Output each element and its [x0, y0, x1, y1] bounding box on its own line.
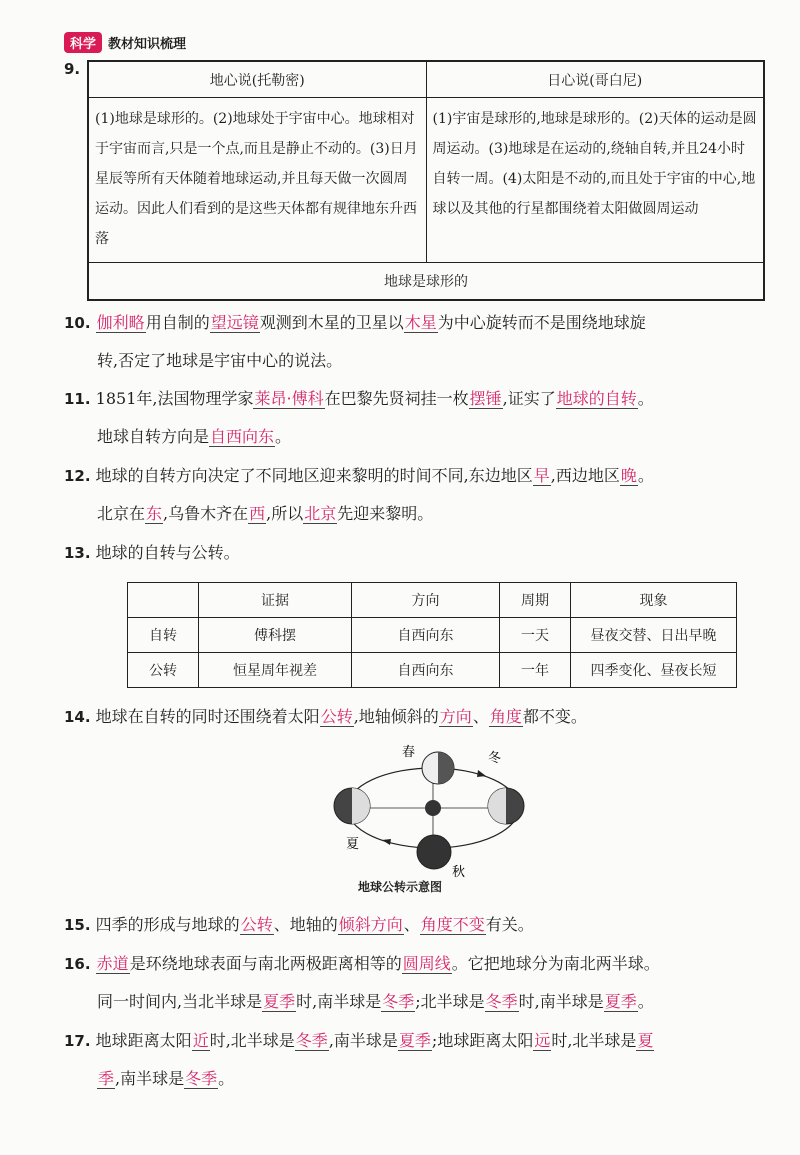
table-header: 日心说(哥白尼) [426, 61, 764, 98]
text-fragment: 、 [472, 707, 489, 726]
table-cell: 昼夜交替、日出早晚 [571, 618, 737, 653]
question-line [97, 348, 342, 371]
question-number: 17. [64, 1032, 91, 1050]
question-line [97, 989, 654, 1012]
table-header [128, 583, 199, 618]
table-cell: 自西向东 [352, 618, 500, 653]
answer-blank: 西 [249, 504, 266, 523]
question-line [64, 704, 587, 727]
text-fragment: ,所以 [266, 504, 304, 523]
question-line [64, 951, 660, 974]
text-fragment: 先迎来黎明。 [337, 504, 434, 523]
answer-blank: 摆锤 [469, 389, 502, 408]
answer-blank: 夏季 [604, 992, 637, 1011]
text-fragment: ,西边地区 [550, 466, 620, 485]
question-number: 9. [64, 60, 81, 78]
diagram-caption: 地球公转示意图 [357, 880, 442, 894]
question-line [64, 540, 240, 563]
question-number: 15. [64, 916, 91, 934]
question-number: 13. [64, 544, 91, 562]
season-label-winter: 冬 [488, 751, 502, 766]
question-number: 16. [64, 955, 91, 973]
text-fragment: ,地轴倾斜的 [353, 707, 439, 726]
text-fragment: 有关。 [485, 915, 534, 934]
table-header: 方向 [352, 583, 500, 618]
answer-blank: 公转 [240, 915, 273, 934]
answer-blank: 赤道 [96, 954, 129, 973]
table-cell: 恒星周年视差 [199, 653, 352, 688]
question-line [97, 1066, 234, 1089]
answer-blank: 伽利略 [96, 313, 145, 332]
answer-blank: 北京 [304, 504, 337, 523]
text-fragment: 。 [218, 1069, 235, 1088]
table-cell: 一天 [500, 618, 571, 653]
text-fragment: 时,北半球是 [209, 1031, 295, 1050]
text-fragment: 四季的形成与地球的 [95, 915, 240, 934]
text-fragment: 观测到木星的卫星以 [259, 313, 404, 332]
text-fragment: 都不变。 [522, 707, 587, 726]
text-fragment: 地球在自转的同时还围绕着太阳 [95, 707, 320, 726]
answer-blank: 莱昂·傅科 [254, 389, 324, 408]
table-cell: 一年 [500, 653, 571, 688]
answer-blank: 角度不变 [420, 915, 485, 934]
question-line [97, 424, 291, 447]
answer-blank: 地球的自转 [556, 389, 637, 408]
table-cell: 自转 [128, 618, 199, 653]
text-fragment: 地球的自转方向决定了不同地区迎来黎明的时间不同,东边地区 [95, 466, 533, 485]
text-fragment: 地球距离太阳 [95, 1031, 192, 1050]
table-cell: 自西向东 [352, 653, 500, 688]
answer-blank: 冬季 [485, 992, 518, 1011]
text-fragment: 。 [637, 992, 654, 1011]
text-fragment: ,南半球是 [328, 1031, 398, 1050]
answer-blank: 早 [533, 466, 550, 485]
answer-blank: 木星 [404, 313, 437, 332]
question-line [64, 310, 646, 333]
text-fragment: 时,南半球是 [518, 992, 604, 1011]
text-fragment: 。 [637, 389, 654, 408]
season-label-autumn: 秋 [452, 865, 466, 880]
answer-blank: 季 [98, 1069, 115, 1088]
table-header: 周期 [500, 583, 571, 618]
text-fragment: 地球自转方向是 [97, 427, 210, 446]
earth-orbit-diagram [330, 740, 530, 880]
text-fragment: 北京在 [97, 504, 146, 523]
text-fragment: 1851年,法国物理学家 [95, 389, 254, 408]
section-title: 教材知识梳理 [108, 36, 187, 52]
table-cell: (1)宇宙是球形的,地球是球形的。(2)天体的运动是圆周运动。(3)地球是在运动的,绕轴自转,并且24小时自转一周。(4)太阳是不动的,而且处于宇宙的中心,地球以及其他的行星都围绕着太阳做圆周运动 [426, 98, 764, 263]
text-fragment: 是环绕地球表面与南北两极距离相等的 [129, 954, 402, 973]
question-line [97, 501, 433, 524]
text-fragment: 同一时间内,当北半球是 [97, 992, 263, 1011]
table-header: 现象 [571, 583, 737, 618]
question-line [64, 463, 654, 486]
answer-blank: 远 [534, 1031, 551, 1050]
answer-blank: 望远镜 [210, 313, 259, 332]
table-row [128, 653, 737, 688]
table-cell: (1)地球是球形的。(2)地球处于宇宙中心。地球相对于宇宙而言,只是一个点,而且是静止不动的。(3)日月星辰等所有天体随着地球运动,并且每天做一次圆周运动。因此人们看到的是这些天体都有规律地东升西落 [88, 98, 426, 263]
table-header: 地心说(托勒密) [88, 61, 426, 98]
text-fragment: 在巴黎先贤祠挂一枚 [324, 389, 469, 408]
question-number: 10. [64, 314, 91, 332]
text-fragment: ;北半球是 [415, 992, 485, 1011]
answer-blank: 夏 [637, 1031, 654, 1050]
season-label-summer: 夏 [346, 837, 360, 852]
answer-blank: 冬季 [295, 1031, 328, 1050]
text-fragment: ,乌鲁木齐在 [163, 504, 249, 523]
answer-blank: 夏季 [398, 1031, 431, 1050]
answer-blank: 圆周线 [402, 954, 451, 973]
text-fragment: 。它把地球分为南北两半球。 [451, 954, 660, 973]
earth-autumn-icon [417, 835, 451, 869]
table-row [128, 618, 737, 653]
text-fragment: 、地轴的 [273, 915, 338, 934]
text-fragment: 时,北半球是 [551, 1031, 637, 1050]
table-cell: 四季变化、昼夜长短 [571, 653, 737, 688]
text-fragment: 。 [637, 466, 654, 485]
answer-blank: 夏季 [263, 992, 296, 1011]
answer-blank: 倾斜方向 [338, 915, 403, 934]
question-line [64, 1028, 654, 1051]
text-fragment: ,南半球是 [115, 1069, 185, 1088]
text-fragment: 为中心旋转而不是围绕地球旋 [437, 313, 646, 332]
answer-blank: 东 [146, 504, 163, 523]
answer-blank: 晚 [620, 466, 637, 485]
subject-tag: 科学 [64, 32, 102, 53]
text-fragment: 转,否定了地球是宇宙中心的说法。 [97, 351, 343, 370]
sun-icon [425, 800, 441, 816]
answer-blank: 冬季 [382, 992, 415, 1011]
answer-blank: 自西向东 [210, 427, 275, 446]
answer-blank: 公转 [320, 707, 353, 726]
question-number: 12. [64, 467, 91, 485]
text-fragment: 地球的自转与公转。 [95, 543, 240, 562]
answer-blank: 冬季 [185, 1069, 218, 1088]
table-cell: 傅科摆 [199, 618, 352, 653]
question-line [64, 912, 534, 935]
rotation-revolution-table [127, 582, 737, 688]
answer-blank: 方向 [439, 707, 472, 726]
table-cell-common: 地球是球形的 [88, 263, 764, 301]
text-fragment: 用自制的 [145, 313, 210, 332]
page-header [64, 33, 186, 51]
text-fragment: ;地球距离太阳 [431, 1031, 534, 1050]
table-header: 证据 [199, 583, 352, 618]
question-line [64, 386, 654, 409]
text-fragment: 、 [403, 915, 420, 934]
comparison-table [87, 60, 765, 301]
question-number: 11. [64, 390, 91, 408]
table-cell: 公转 [128, 653, 199, 688]
answer-blank: 角度 [489, 707, 522, 726]
text-fragment: ,证实了 [502, 389, 556, 408]
answer-blank: 近 [192, 1031, 209, 1050]
text-fragment: 。 [275, 427, 292, 446]
season-label-spring: 春 [402, 745, 416, 760]
text-fragment: 时,南半球是 [296, 992, 382, 1011]
question-number: 14. [64, 708, 91, 726]
